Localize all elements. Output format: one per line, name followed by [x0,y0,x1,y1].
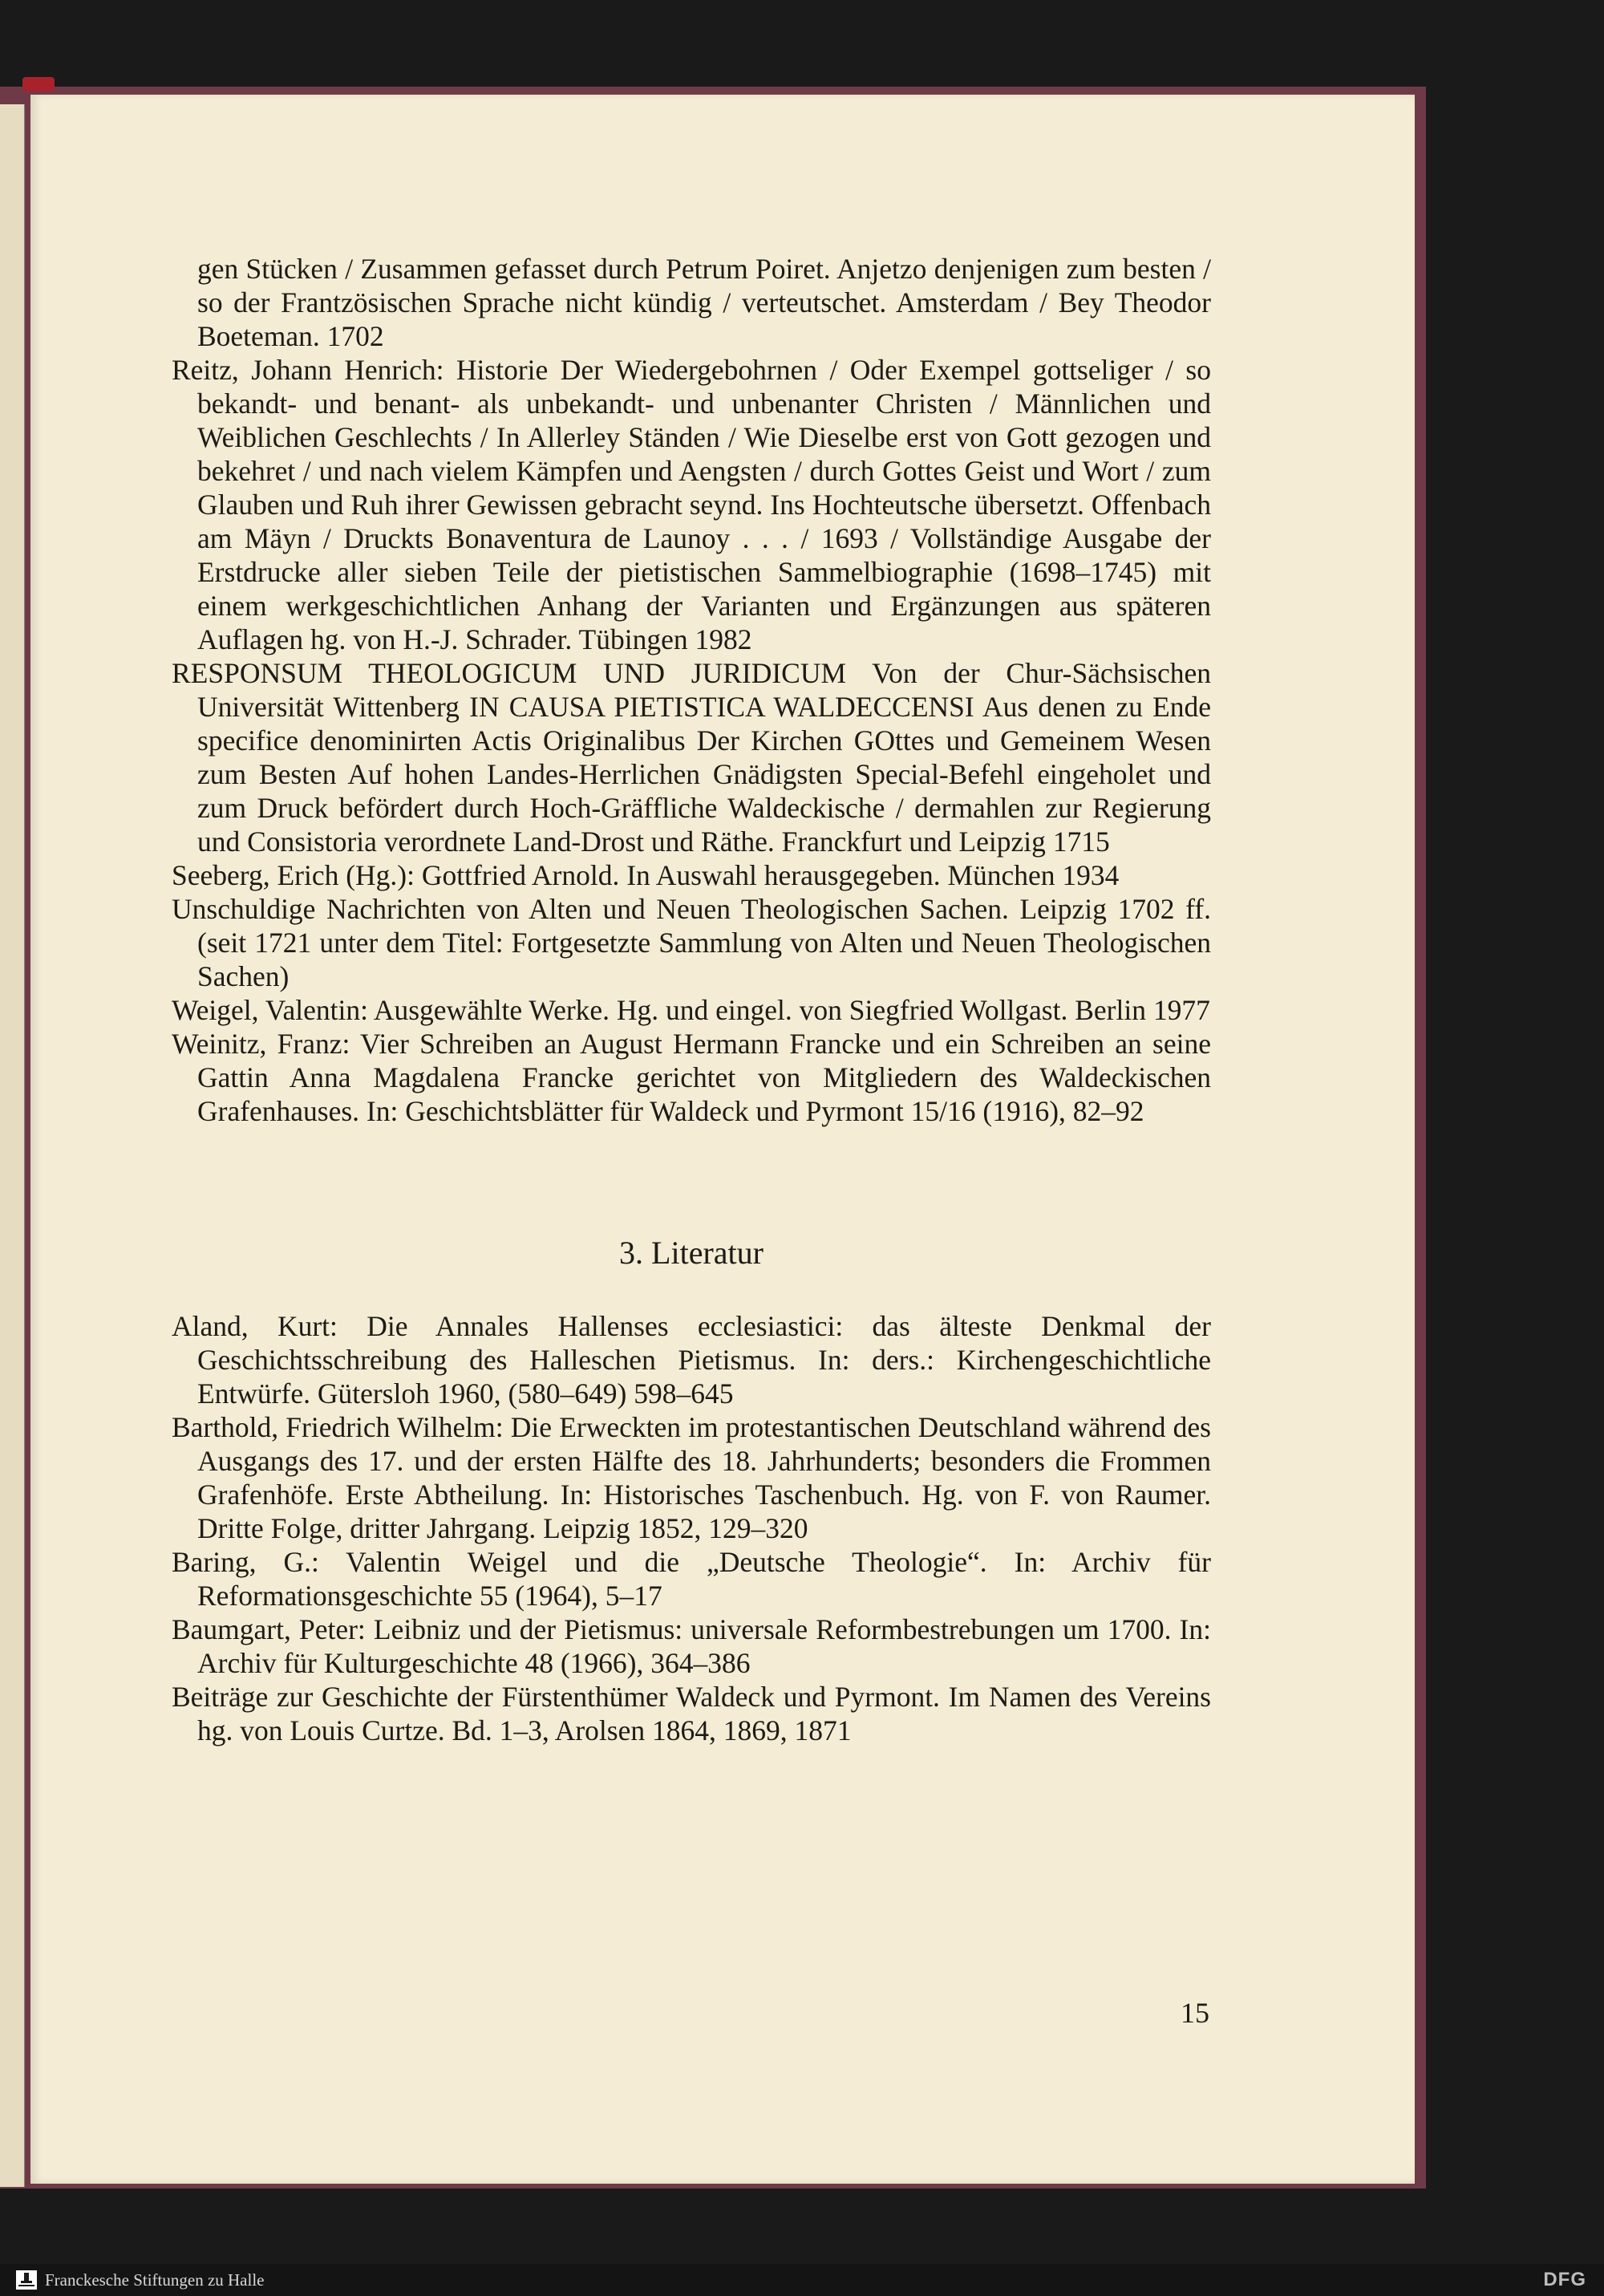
bookmark-ribbon [22,77,55,91]
dfg-logo: DFG [1543,2269,1586,2290]
institution-logo-icon [14,2269,38,2291]
institution-name: Franckesche Stiftungen zu Halle [45,2270,265,2290]
section-heading: 3. Literatur [619,1235,764,1271]
bibliography-entry: Weinitz, Franz: Vier Schreiben an August Hermann Francke und ein Schreiben an seine Gattin Anna Magdalena Francke gerichtet von Mitgliedern des Waldeckischen Grafenhauses. In: Geschichtsblätter für Waldeck und Pyrmont 15/16 (1916), 82–92 [172,1028,1211,1127]
previous-page-edge [0,104,25,2187]
page-number: 15 [1181,1997,1209,2029]
bibliography-entry: RESPONSUM THEOLOGICUM UND JURIDICUM Von der Chur-Sächsischen Universität Wittenberg IN CAUSA PIETISTICA WALDECCENSI Aus denen zu Ende specifice denominirten Actis Originalibus Der Kirchen GOttes und Gemeinem Wesen zum Besten Auf hohen Landes-Herrlichen Gnädigsten Special-Befehl eingeholet und zum Druck befördert durch Hoch-Gräffliche Waldeckische / dermahlen zur Regierung und Consistoria verordnete Land-Drost und Räthe. Franckfurt und Leipzig 1715 [172,657,1211,858]
bibliography-entry: Baumgart, Peter: Leibniz und der Pietismus: universale Reformbestrebungen um 1700. In: Archiv für Kulturgeschichte 48 (1966), 364–386 [172,1613,1211,1679]
bibliography-entry: Beiträge zur Geschichte der Fürstenthümer Waldeck und Pyrmont. Im Namen des Vereins hg. von Louis Curtze. Bd. 1–3, Arolsen 1864, 1869, 1871 [172,1681,1211,1746]
bibliography-entry: gen Stücken / Zusammen gefasset durch Petrum Poiret. Anjetzo denjenigen zum besten / so der Frantzösischen Sprache nicht kündig / verteutschet. Amsterdam / Bey Theodor Boeteman. 1702 [197,253,1211,352]
bibliography-entry: Reitz, Johann Henrich: Historie Der Wiedergebohrnen / Oder Exempel gottseliger / so bekandt- und benant- als unbekandt- und unbenanter Christen / Männlichen und Weiblichen Geschlechts / In Allerley Ständen / Wie Dieselbe erst von Gott gezogen und bekehret / und nach vielem Kämpfen und Aengsten / durch Gottes Geist und Wort / zum Glauben und Ruh ihrer Gewissen gebracht seynd. Ins Hochteutsche übersetzt. Offenbach am Mäyn / Druckts Bonaventura de Launoy . . . / 1693 / Vollständige Ausgabe der Erstdrucke aller sieben Teile der pietistischen Sammelbiographie (1698–1745) mit einem werkgeschichtlichen Anhang der Varianten und Ergänzungen aus späteren Auflagen hg. von H.-J. Schrader. Tübingen 1982 [172,354,1211,655]
book-page [30,95,1415,2184]
bibliography-entry: Weigel, Valentin: Ausgewählte Werke. Hg. und eingel. von Siegfried Wollgast. Berlin 1977 [172,994,1210,1026]
bibliography-entry: Aland, Kurt: Die Annales Hallenses ecclesiastici: das älteste Denkmal der Geschichtsschreibung des Halleschen Pietismus. In: ders.: Kirchengeschichtliche Entwürfe. Gütersloh 1960, (580–649) 598–645 [172,1310,1211,1410]
page-text [172,252,1211,1747]
bibliography-entry: Unschuldige Nachrichten von Alten und Neuen Theologischen Sachen. Leipzig 1702 ff. (seit 1721 unter dem Titel: Fortgesetzte Sammlung von Alten und Neuen Theologischen Sachen) [172,893,1211,992]
bibliography-entry: Baring, G.: Valentin Weigel und die „Deutsche Theologie“. In: Archiv für Reformationsgeschichte 55 (1964), 5–17 [172,1546,1211,1612]
bibliography-entry: Seeberg, Erich (Hg.): Gottfried Arnold. In Auswahl herausgegeben. München 1934 [172,859,1120,891]
bibliography-entry: Barthold, Friedrich Wilhelm: Die Erweckten im protestantischen Deutschland während des Ausgangs des 17. und der ersten Hälfte des 18. Jahrhunderts; besonders die Frommen Grafenhöfe. Erste Abtheilung. In: Historisches Taschenbuch. Hg. von F. von Raumer. Dritte Folge, dritter Jahrgang. Leipzig 1852, 129–320 [172,1411,1211,1544]
viewer-footer [0,2264,1604,2296]
